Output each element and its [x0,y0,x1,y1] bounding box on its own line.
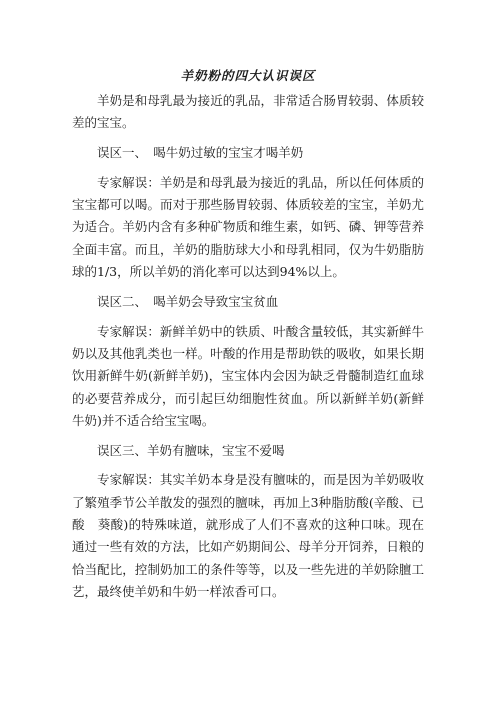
myth-2-heading: 误区二、 喝羊奶会导致宝宝贫血 [97,293,279,309]
document-body [72,90,424,611]
myth-2-explanation: 专家解误：新鲜羊奶中的铁质、叶酸含量较低，其实新鲜牛奶以及其他乳类也一样。叶酸的作用是帮助铁的吸收，如果长期饮用新鲜牛奶(新鲜羊奶)，宝宝体内会因为缺乏骨髓制造红血球的必要营养成分，而引起巨幼细胞性贫血。所以新鲜羊奶(新鲜牛奶)并不适合给宝宝喝。 [72,323,424,428]
intro-paragraph: 羊奶是和母乳最为接近的乳品，非常适合肠胃较弱、体质较差的宝宝。 [72,93,424,131]
myth-1-explanation: 专家解误：羊奶是和母乳最为接近的乳品，所以任何体质的宝宝都可以喝。而对于那些肠胃较弱、体质较差的宝宝，羊奶尤为适合。羊奶内含有多种矿物质和维生素，如钙、磷、钾等营养全面丰富。而且，羊奶的脂肪球大小和母乳相同，仅为牛奶脂肪球的1/3，所以羊奶的消化率可以达到94%以上。 [72,174,424,280]
myth-3-explanation: 专家解误：其实羊奶本身是没有膻味的，而是因为羊奶吸收了繁殖季节公羊散发的强烈的膻味，再加上3种脂肪酸(辛酸、已酸 葵酸)的特殊味道，就形成了人们不喜欢的这种口味。现在通过一些有效的方法，比如产奶期间公、母羊分开饲养，日粮的恰当配比，控制奶加工的条件等等，以及一些先进的羊奶除膻工艺，最终使羊奶和牛奶一样浓香可口。 [72,472,424,599]
myth-1-heading: 误区一、 喝牛奶过敏的宝宝才喝羊奶 [97,145,304,161]
myth-3-heading: 误区三、羊奶有膻味，宝宝不爱喝 [97,442,285,458]
document-title: 羊奶粉的四大认识误区 [180,68,316,83]
